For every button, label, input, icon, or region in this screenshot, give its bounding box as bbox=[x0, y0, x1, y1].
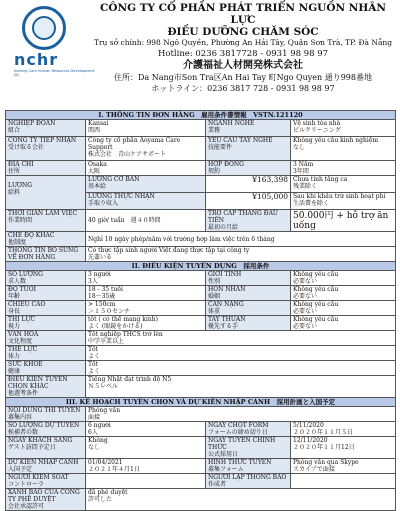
first-month-support-label: TRỢ CẤP THÁNG ĐẦU TIÊN 最初の月給 bbox=[206, 210, 291, 232]
contract-value: 3 Năm 3年間 bbox=[291, 161, 396, 176]
height-label: CHIỀU CAO 身長 bbox=[6, 301, 86, 316]
takehome-value: ¥105,000 bbox=[206, 193, 291, 210]
base-salary-label: LƯƠNG CƠ BẢN 基本給 bbox=[86, 176, 206, 193]
marital-value: Không yêu cầu 必要ない bbox=[291, 286, 396, 301]
salary-label: LƯƠNG 給料 bbox=[6, 176, 86, 210]
section-order-info-title: I. THÔNG TIN ĐƠN HÀNG 雇用条件書情報 VSTN.121120 bbox=[6, 111, 396, 120]
contract-label: HỢP ĐỒNG 契約 bbox=[206, 161, 291, 176]
company-logo bbox=[14, 6, 96, 76]
author-label: NGƯỜI LẬP THÔNG BÁO 作成者 bbox=[206, 474, 291, 489]
section-plan-title: III. KẾ HOẠCH TUYỂN CHỌN VÀ DỰ KIẾN NHẬP CẢNH 採用計画と入国予定 bbox=[6, 398, 396, 407]
location-value: Osaka 大阪 bbox=[86, 161, 206, 176]
gender-value: Không yêu cầu 必要ない bbox=[291, 271, 396, 286]
base-salary-value: ¥163,398 bbox=[206, 176, 291, 193]
company-label: CÔNG TY TIẾP NHẬN 受け取る会社 bbox=[6, 137, 86, 161]
author-value bbox=[291, 474, 396, 489]
employer-value: Kansai 関西 bbox=[86, 120, 206, 137]
weight-value: Không yêu cầu 必要ない bbox=[291, 301, 396, 316]
other-policy-label: CHẾ ĐỘ KHÁC 他制度 bbox=[6, 232, 86, 247]
letterhead bbox=[0, 0, 400, 108]
recruit-method-value: Phỏng vấn qua Skype スカイプで面接 bbox=[291, 459, 396, 474]
form-deadline-value: 5/11/2020 ２０２０年１１月５日 bbox=[291, 422, 396, 437]
extra-requirement-label: ĐIỀU KIỆN TUYỂN CHỌN KHÁC 他選考条件 bbox=[6, 376, 86, 398]
entry-label: DỰ KIẾN NHẬP CẢNH 入国予定 bbox=[6, 459, 86, 474]
additional-info-label: THÔNG TIN BỔ SUNG VỀ ĐƠN HÀNG bbox=[6, 247, 86, 262]
company-name-jp: 介護福祉人材開発株式会社 bbox=[183, 59, 303, 71]
gender-label: GIỚI TÍNH 性別 bbox=[206, 271, 291, 286]
company-name-vn: CÔNG TY CỔ PHẦN PHÁT TRIỂN NGUỒN NHÂN LỰC bbox=[99, 2, 386, 26]
location-label: ĐỊA CHỈ 住所 bbox=[6, 161, 86, 176]
official-exam-value: 12/11/2020 ２０２０年１１月12日 bbox=[291, 437, 396, 459]
age-label: ĐỘ TUỔI 年齢 bbox=[6, 286, 86, 301]
company-hotline-jp: ホットライン：0236 3817 728 - 0931 98 98 97 bbox=[151, 83, 335, 93]
candidates-label: SỐ LƯỢNG DỰ TUYỂN 候補者の数 bbox=[6, 422, 86, 437]
controller-value bbox=[86, 474, 206, 489]
recruit-method-label: HÌNH THỨC TUYỂN 募集フォーム bbox=[206, 459, 291, 474]
candidates-value: 6 người 6人 bbox=[86, 422, 206, 437]
industry-value: Vệ sinh tòa nhà ビルクリーニング bbox=[291, 120, 396, 137]
other-policy-value: Nghỉ 10 ngày phép/năm với trường hợp làm việc trên 6 tháng bbox=[86, 232, 396, 247]
overtime-note: Chưa tính tăng ca 残業除く bbox=[291, 176, 396, 193]
company-name-vn-line2: ĐIỀU DƯỠNG CHĂM SÓC bbox=[167, 26, 319, 38]
skill-value: Không yêu cầu kinh nghiệm なし bbox=[291, 137, 396, 161]
skill-label: YÊU CẦU TAY NGHỀ 技能要件 bbox=[206, 137, 291, 161]
exam-content-value: Phỏng vấn 面接 bbox=[86, 407, 396, 422]
controller-label: NGƯỜI KIỂM SOÁT コントローラ bbox=[6, 474, 86, 489]
logo-person-icon bbox=[32, 16, 56, 40]
exam-content-label: NỘI DUNG THI TUYỂN 募集内容 bbox=[6, 407, 86, 422]
section-requirements-title: II. ĐIỀU KIỆN TUYỂN DỤNG 採用条件 bbox=[6, 262, 396, 271]
living-cost-note: Sau khi khấu trừ sinh hoạt phí 生活費を除く bbox=[291, 193, 396, 210]
form-deadline-label: NGÀY CHỐT FORM フォームの締め切り日 bbox=[206, 422, 291, 437]
logo-subtitle: Nursing Care Human Resources Development JSC bbox=[14, 69, 95, 77]
vision-label: THỊ LỰC 視力 bbox=[6, 316, 86, 331]
age-value: 18 - 35 tuổi 18～35歳 bbox=[86, 286, 206, 301]
company-address-vn: Trụ sở chính: 998 Ngô Quyền, Phường An Hải Tây, Quận Sơn Trà, TP. Đà Nẵng bbox=[93, 38, 393, 47]
vision-value: tốt ( có thể mang kính) よく (眼鏡をかける) bbox=[86, 316, 206, 331]
official-exam-label: NGÀY TUYỂN CHÍNH THỨC 公式採用日 bbox=[206, 437, 291, 459]
hours-value: 40 giờ/ tuần 週４０時間 bbox=[86, 210, 206, 232]
education-value: Tốt nghiệp THCS trở lên 中学卒業以上 bbox=[86, 331, 396, 346]
weight-label: CÂN NẶNG 体重 bbox=[206, 301, 291, 316]
marital-label: HÔN NHÂN 婚姻 bbox=[206, 286, 291, 301]
takehome-label: LƯƠNG THỰC NHẬN 手取り収入 bbox=[86, 193, 206, 210]
handedness-label: TAY THUẬN 優先する手 bbox=[206, 316, 291, 331]
first-month-support-value: 50.000円 + hỗ trợ ăn uống bbox=[291, 210, 396, 232]
company-address-jp: 住所：Da Nang市Son Tra区An Hai Tay 町Ngo Quyen 通り998番地 bbox=[114, 72, 372, 82]
education-label: VĂN HÓA 文化程度 bbox=[6, 331, 86, 346]
entry-value: 01/04/2021 ２０２１年４月1日 bbox=[86, 459, 206, 474]
guest-visit-value: Không なし bbox=[86, 437, 206, 459]
additional-info-value: Có thực tập sinh người Việt đang thực tập tại công ty 先輩いる bbox=[86, 247, 396, 262]
approval-value: đã phê duyệt 許可した bbox=[86, 489, 396, 511]
headcount-value: 3 người 3人 bbox=[86, 271, 206, 286]
industry-label: NGÀNH NGHỀ 業務 bbox=[206, 120, 291, 137]
company-value: Công ty cổ phần Aoyama Care Support 株式会社 青山ケアサポート bbox=[86, 137, 206, 161]
employer-label: NGHIỆP ĐOÀN 組合 bbox=[6, 120, 86, 137]
job-order-table bbox=[5, 110, 396, 511]
health-label: SỨC KHỎE 健康 bbox=[6, 361, 86, 376]
extra-requirement-value: Tiếng Nhật đạt trình độ N5 Ｎ５レベル bbox=[86, 376, 396, 398]
company-hotline: Hotline: 0236 3817728 - 0931 98 98 97 bbox=[157, 48, 329, 59]
approval-label: XÁNH BẢO CỦA CÔNG TY PHÊ DUYỆT 会社承認許可 bbox=[6, 489, 86, 511]
height-value: > 150cm ＞１５０センチ bbox=[86, 301, 206, 316]
guest-visit-label: NGÀY KHÁCH SANG ゲスト訪問予定日 bbox=[6, 437, 86, 459]
headcount-label: SỐ LƯỢNG 求人数 bbox=[6, 271, 86, 286]
health-value: Tốt よく bbox=[86, 361, 396, 376]
handedness-value: Không yêu cầu 必要ない bbox=[291, 316, 396, 331]
company-info bbox=[90, 2, 396, 94]
physical-value: Tốt よく bbox=[86, 346, 396, 361]
hours-label: THỜI GIAN LÀM VIỆC 作業時間 bbox=[6, 210, 86, 232]
logo-text: nchr bbox=[14, 50, 59, 69]
physical-label: THỂ LỰC 体力 bbox=[6, 346, 86, 361]
